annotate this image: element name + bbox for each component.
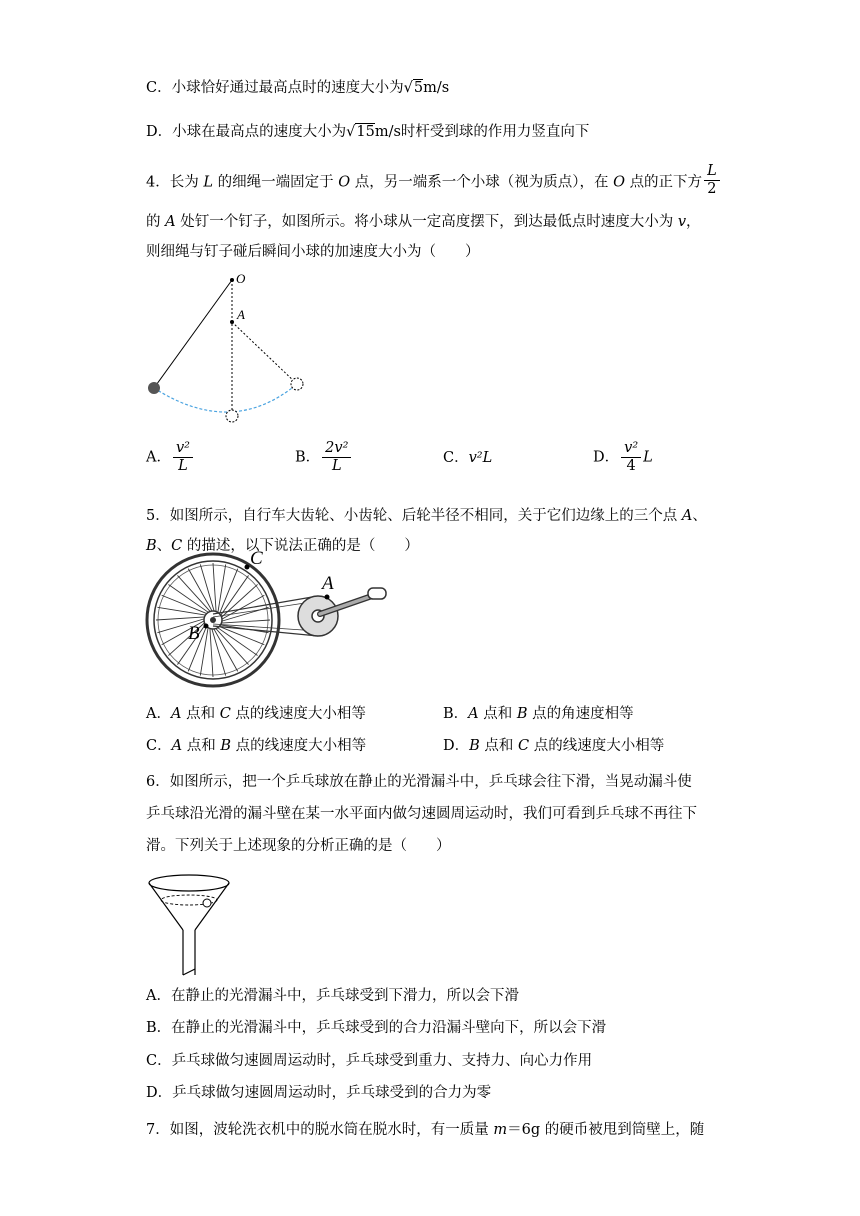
q6-option-c: C．乒乓球做匀速圆周运动时，乒乓球受到重力、支持力、向心力作用 bbox=[146, 1053, 593, 1069]
q6-stem-line3: 滑。下列关于上述现象的分析正确的是（ ） bbox=[146, 838, 451, 854]
wheel-spoke bbox=[168, 584, 208, 612]
q6-option-d: D．乒乓球做匀速圆周运动时，乒乓球受到的合力为零 bbox=[146, 1085, 492, 1101]
q6-option-a: A．在静止的光滑漏斗中，乒乓球受到下滑力，所以会下滑 bbox=[146, 988, 519, 1004]
wheel-spoke bbox=[222, 595, 264, 619]
label-a: A bbox=[322, 573, 334, 594]
wheel-spoke bbox=[214, 629, 238, 671]
wheel-spoke bbox=[218, 564, 226, 612]
q4-stem-line2: 的 A 处钉一个钉子，如图所示。将小球从一定高度摆下，到达最低点时速度大小为 v， bbox=[146, 214, 701, 230]
q6-option-b: B．在静止的光滑漏斗中，乒乓球受到的合力沿漏斗壁向下，所以会下滑 bbox=[146, 1020, 607, 1036]
wheel-spoke bbox=[210, 628, 213, 677]
q4-option-a: A． $\frac{\text{v²}}{L}$ bbox=[146, 440, 195, 475]
q4-stem-line3: 则细绳与钉子碰后瞬间小球的加速度大小为（ ） bbox=[146, 244, 480, 260]
q7-stem-line1: 7．如图，波轮洗衣机中的脱水筒在脱水时，有一质量 m＝6g 的硬币被甩到筒壁上，随 bbox=[146, 1122, 705, 1138]
wheel-spoke bbox=[157, 607, 205, 615]
wheel-spoke bbox=[212, 629, 226, 676]
q3-option-d: D．小球在最高点的速度大小为√15m/s时杆受到球的作用力竖直向下 bbox=[146, 124, 590, 140]
q3-option-c: C．小球恰好通过最高点时的速度大小为√5m/s bbox=[146, 80, 450, 96]
label-a: A bbox=[237, 307, 245, 322]
label-c: C bbox=[250, 548, 263, 569]
wheel-spoke bbox=[219, 569, 237, 614]
wheel-spoke bbox=[188, 569, 212, 611]
wheel-spoke bbox=[156, 617, 205, 620]
q4-option-b: B． $\frac{\text{2v²}}{L}$ bbox=[295, 440, 353, 475]
funnel-figure bbox=[144, 870, 234, 980]
q6-stem-line2: 乒乓球沿光滑的漏斗壁在某一水平面内做匀速圆周运动时，我们可看到乒乓球不再往下 bbox=[146, 806, 697, 822]
wheel-spoke bbox=[221, 575, 249, 615]
wheel-spoke bbox=[200, 564, 214, 611]
q4-option-c: C．v²L bbox=[443, 450, 493, 466]
wheel-spoke bbox=[221, 620, 270, 623]
q5-option-c: C．A 点和 B 点的线速度大小相等 bbox=[146, 738, 367, 754]
q4-option-d: D． $\frac{\text{v²}}{4}$ L bbox=[593, 440, 653, 474]
bicycle-figure bbox=[144, 544, 394, 689]
wheel-spoke bbox=[162, 595, 207, 613]
q5-option-a: A．A 点和 C 点的线速度大小相等 bbox=[146, 706, 366, 722]
wheel-spoke bbox=[213, 563, 216, 612]
q5-option-b: B．A 点和 B 点的角速度相等 bbox=[443, 706, 634, 722]
q5-stem-line2: B、C 的描述，以下说法正确的是（ ） bbox=[146, 538, 419, 554]
label-b: B bbox=[188, 623, 200, 644]
label-o: O bbox=[236, 271, 246, 286]
wheel-spoke bbox=[218, 628, 258, 656]
q4-stem-line1: 4．长为 L 的细绳一端固定于 O 点，另一端系一个小球（视为质点），在 O 点的正下方 $\frac{L}{2}$ bbox=[146, 165, 722, 200]
pendulum-figure bbox=[140, 268, 340, 428]
wheel-spoke bbox=[200, 628, 208, 676]
q6-stem-line1: 6．如图所示，把一个乒乓球放在静止的光滑漏斗中，乒乓球会往下滑，当晃动漏斗使 bbox=[146, 774, 692, 790]
q5-option-d: D．B 点和 C 点的线速度大小相等 bbox=[443, 738, 665, 754]
q5-stem-line1: 5．如图所示，自行车大齿轮、小齿轮、后轮半径不相同，关于它们边缘上的三个点 A、 bbox=[146, 508, 707, 524]
